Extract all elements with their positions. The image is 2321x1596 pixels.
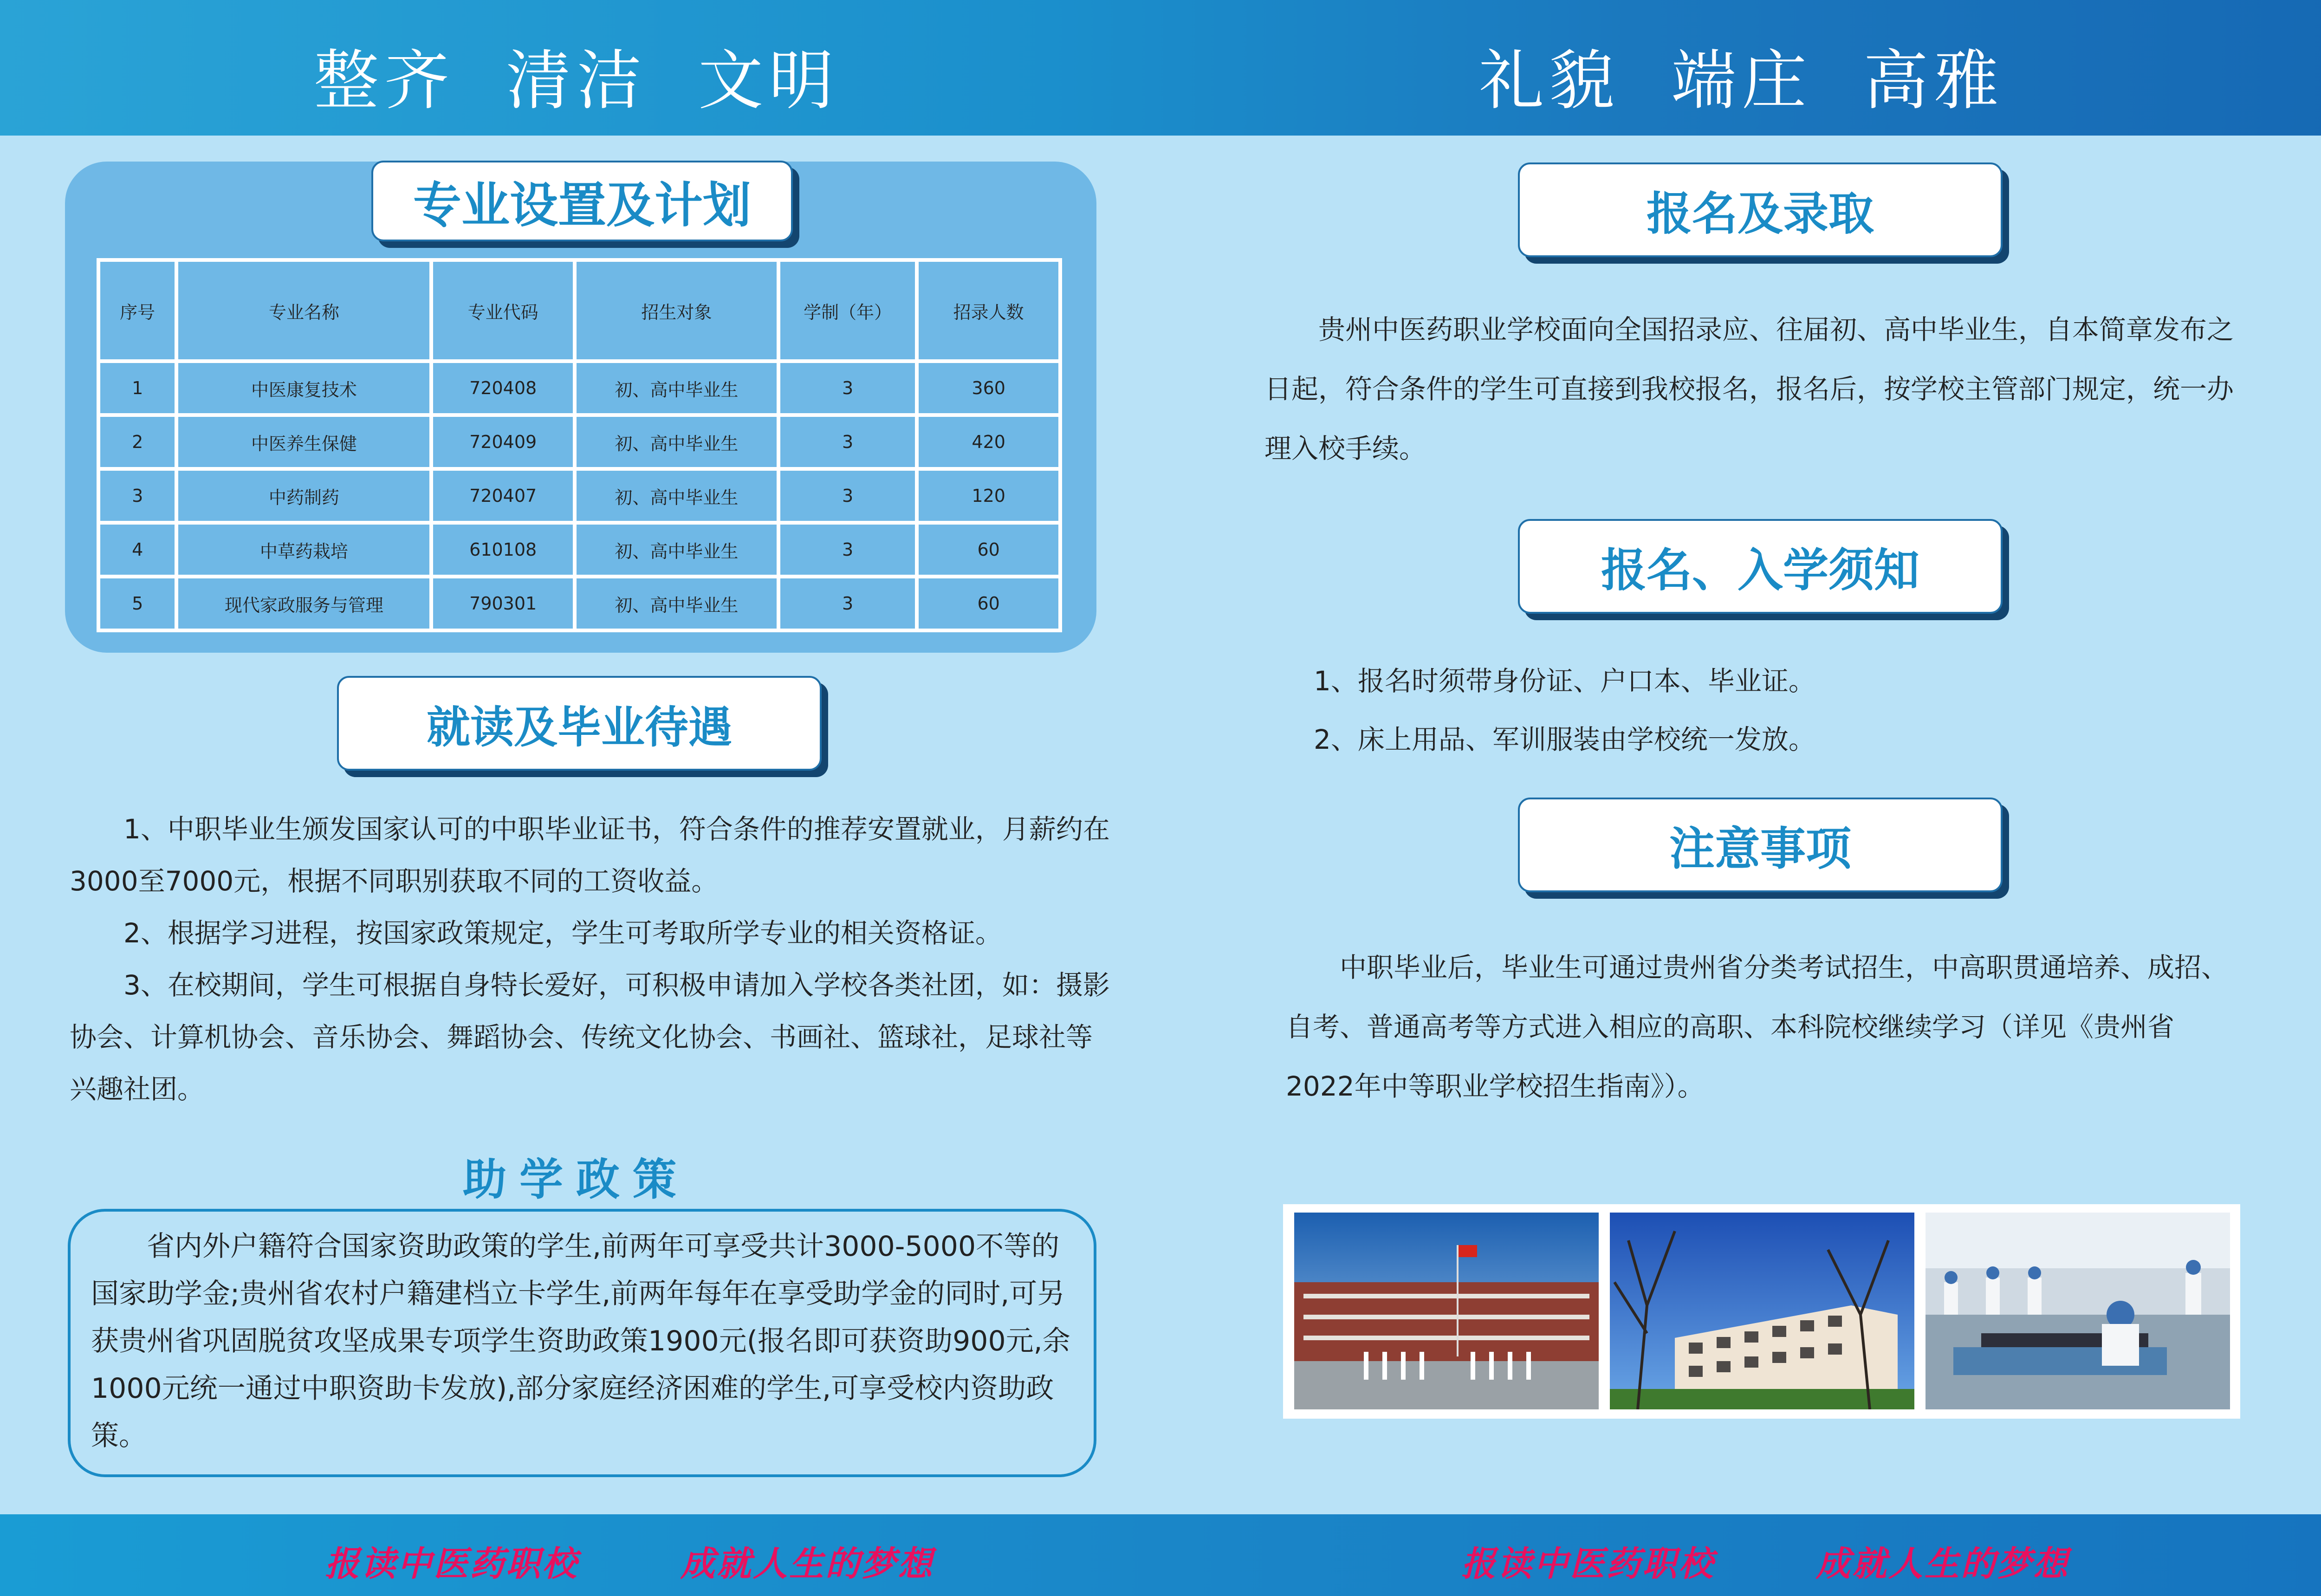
table-cell: 中医养生保健	[178, 417, 429, 467]
table-cell: 3	[780, 471, 915, 521]
aid-text: 省内外户籍符合国家资助政策的学生,前两年可享受共计3000-5000不等的国家助学金;贵州省农村户籍建档立卡学生,前两年每年在享受助学金的同时,可另获贵州省巩固脱贫攻坚成果专项学生资助政策1900元(报名即可获资助900元,余1000元统一通过中职资助卡发放),部分家庭经济困难的学生,可享受校内资助政策。	[91, 1230, 1070, 1452]
footer-slogan: 报读中医药职校	[325, 1544, 578, 1584]
table-row	[100, 417, 1058, 467]
table-cell: 初、高中毕业生	[577, 471, 777, 521]
slogan-word: 文明	[698, 43, 840, 119]
table-cell: 420	[919, 417, 1058, 467]
dormitory-photo	[1610, 1213, 1914, 1409]
table-cell: 初、高中毕业生	[577, 417, 777, 467]
slogan-word: 高雅	[1863, 43, 2005, 119]
footer-slogan: 成就人生的梦想	[681, 1544, 934, 1584]
benefits-title: 就读及毕业待遇	[337, 676, 822, 771]
aid-title: 助学政策	[444, 1143, 708, 1208]
table-cell: 初、高中毕业生	[577, 363, 777, 413]
campus-building-photo	[1294, 1213, 1599, 1409]
attention-text: 中职毕业后，毕业生可通过贵州省分类考试招生，中高职贯通培养、成招、自考、普通高考等方式进入相应的高职、本科院校继续学习（详见《贵州省2022年中等职业学校招生指南》）。	[1286, 952, 2229, 1102]
benefits-item: 2、根据学习进程，按国家政策规定，学生可考取所学专业的相关资格证。	[123, 917, 1002, 949]
table-cell: 2	[100, 417, 175, 467]
slogan-word: 整齐	[314, 43, 455, 119]
table-cell: 720408	[433, 363, 573, 413]
table-cell: 720409	[433, 417, 573, 467]
table-cell: 4	[100, 525, 175, 575]
column-header: 专业代码	[433, 262, 573, 359]
table-row	[100, 363, 1058, 413]
notice-title: 报名、入学须知	[1518, 519, 2003, 614]
table-cell: 现代家政服务与管理	[178, 578, 429, 629]
table-cell: 3	[780, 525, 915, 575]
table-cell: 720407	[433, 471, 573, 521]
notice-item: 2、床上用品、军训服装由学校统一发放。	[1314, 724, 1815, 755]
column-header: 序号	[100, 262, 175, 359]
massage-training-photo	[1926, 1213, 2230, 1409]
table-cell: 3	[780, 578, 915, 629]
column-header: 专业名称	[178, 262, 429, 359]
table-cell: 中草药栽培	[178, 525, 429, 575]
table-row	[100, 471, 1058, 521]
table-row	[100, 525, 1058, 575]
table-header-row	[100, 262, 1058, 359]
table-cell: 60	[919, 525, 1058, 575]
table-cell: 中药制药	[178, 471, 429, 521]
majors-title: 专业设置及计划	[371, 161, 793, 241]
table-cell: 初、高中毕业生	[577, 525, 777, 575]
slogan-word: 清洁	[506, 43, 648, 119]
table-cell: 中医康复技术	[178, 363, 429, 413]
attention-title: 注意事项	[1518, 798, 2003, 892]
slogan-word: 礼貌	[1479, 43, 1621, 119]
table-cell: 120	[919, 471, 1058, 521]
table-cell: 60	[919, 578, 1058, 629]
majors-table	[97, 258, 1062, 632]
table-cell: 初、高中毕业生	[577, 578, 777, 629]
table-cell: 1	[100, 363, 175, 413]
enrollment-title: 报名及录取	[1518, 162, 2003, 257]
benefits-item: 3、在校期间，学生可根据自身特长爱好，可积极申请加入学校各类社团，如：摄影协会、计算机协会、音乐协会、舞蹈协会、传统文化协会、书画社、篮球社，足球社等兴趣社团。	[70, 969, 1110, 1105]
table-cell: 3	[780, 417, 915, 467]
table-row	[100, 578, 1058, 629]
benefits-item: 1、中职毕业生颁发国家认可的中职毕业证书，符合条件的推荐安置就业，月薪约在3000至7000元，根据不同职别获取不同的工资收益。	[70, 813, 1110, 897]
footer-slogan: 报读中医药职校	[1461, 1544, 1715, 1584]
table-cell: 3	[100, 471, 175, 521]
notice-item: 1、报名时须带身份证、户口本、毕业证。	[1314, 665, 1815, 697]
table-cell: 3	[780, 363, 915, 413]
right-slogan	[1479, 29, 2055, 122]
column-header: 招生对象	[577, 262, 777, 359]
slogan-word: 端庄	[1671, 43, 1813, 119]
table-cell: 5	[100, 578, 175, 629]
footer-slogan: 成就人生的梦想	[1816, 1544, 2069, 1584]
enrollment-text: 贵州中医药职业学校面向全国招录应、往届初、高中毕业生，自本简章发布之日起，符合条件的学生可直接到我校报名，报名后，按学校主管部门规定，统一办理入校手续。	[1264, 314, 2234, 464]
table-cell: 360	[919, 363, 1058, 413]
left-slogan	[314, 29, 890, 122]
table-cell: 610108	[433, 525, 573, 575]
table-cell: 790301	[433, 578, 573, 629]
column-header: 招录人数	[919, 262, 1058, 359]
column-header: 学制（年）	[780, 262, 915, 359]
